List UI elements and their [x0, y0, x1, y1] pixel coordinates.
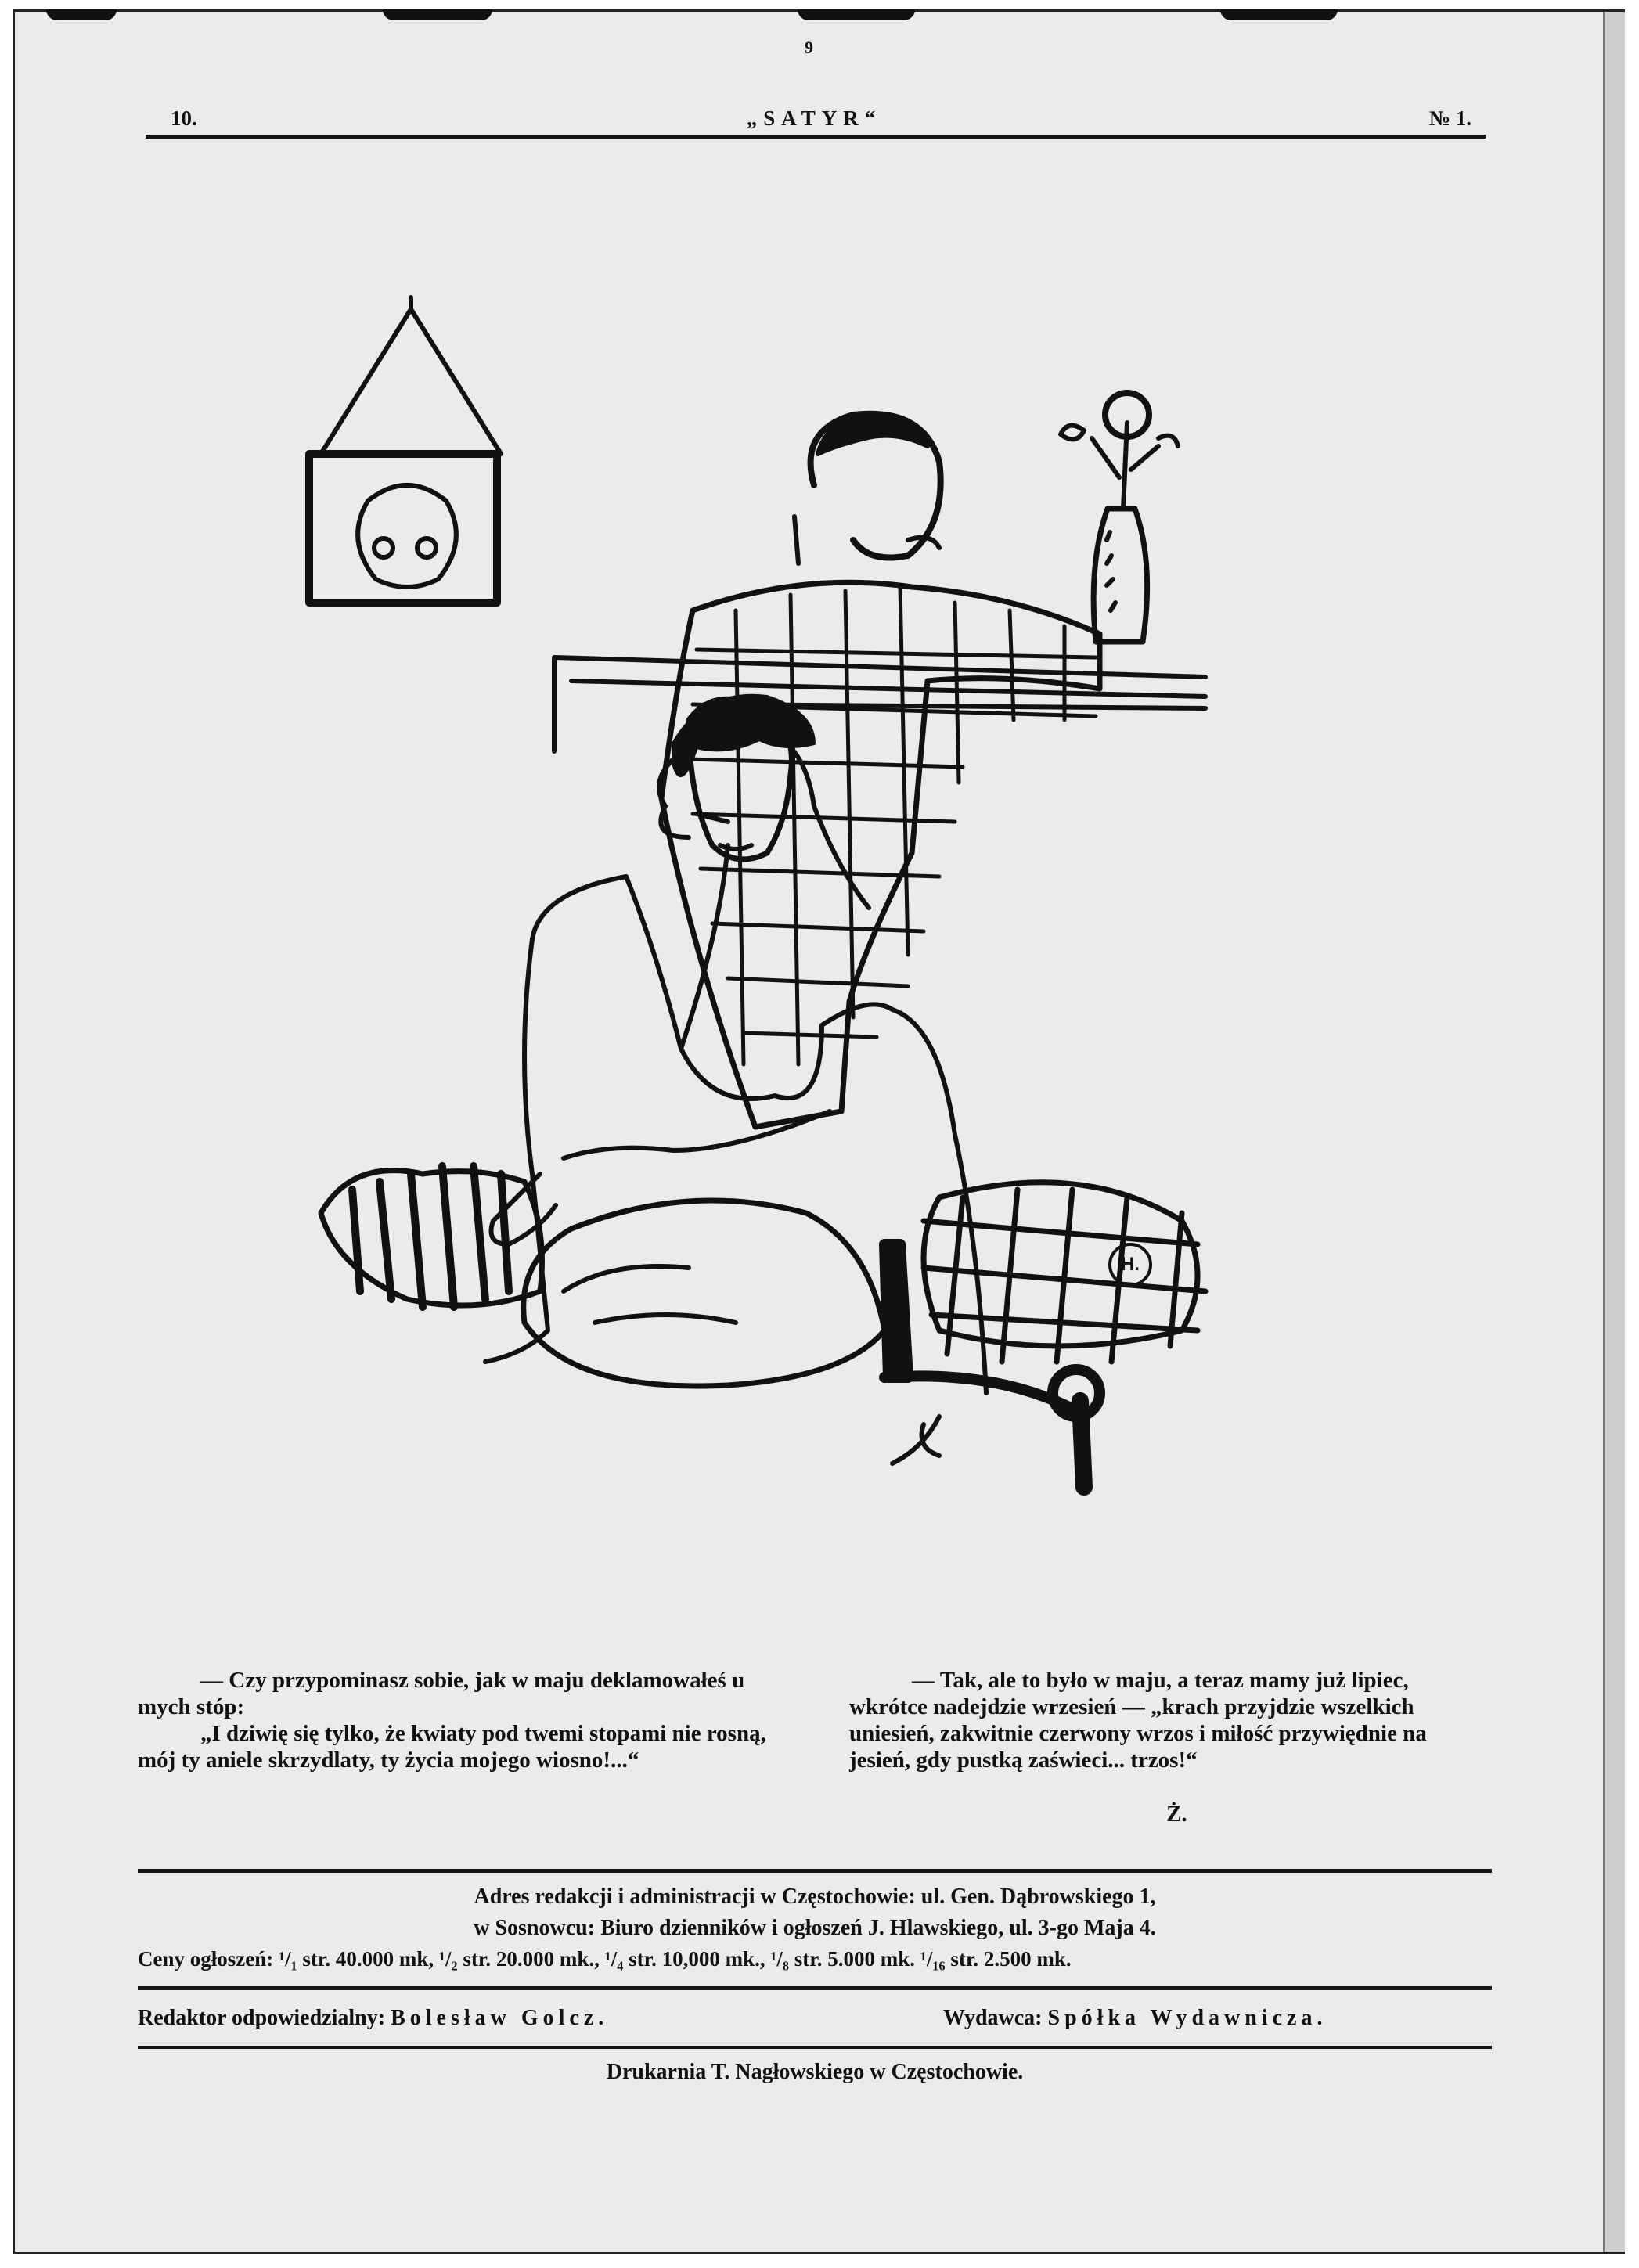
caption-right-text: — Tak, ale to było w maju, a teraz mamy już lipiec, wkrótce nadejdzie wrzesień — „krach przyjdzie wszelkich uniesień, zakwitnie czerwony wrzos i miłość przywiędnie na jesień, gdy pustką zaświeci... trzos!“	[849, 1668, 1427, 1773]
masthead-title: „SATYR“	[746, 106, 882, 130]
caption-left-second: „I dziwię się tylko, że kwiaty pod twemi stopami nie rosną, mój ty aniele skrzydlaty, ty życia mojego wiosno!...“	[138, 1721, 766, 1773]
editor-line	[138, 2006, 608, 2031]
seated-woman	[485, 696, 986, 1393]
issue-number: № 1.	[1428, 106, 1471, 130]
scan-tab	[46, 9, 117, 20]
checked-cushion	[924, 1183, 1205, 1362]
scan-tab	[1220, 9, 1338, 20]
printer-line: Drukarnia T. Nagłowskiego w Częstochowie.	[606, 2060, 1024, 2084]
address-line-2: w Sosnowcu: Biuro dzienników i ogłoszeń J. Hlawskiego, ul. 3-go Maja 4.	[474, 1916, 1156, 1940]
caption-left-first: — Czy przypominasz sobie, jak w maju deklamowałeś u mych stóp:	[138, 1668, 745, 1719]
page-mark: 9	[805, 38, 813, 57]
address-line-1: Adres redakcji i administracji w Częstochowie: ul. Gen. Dąbrowskiego 1,	[474, 1885, 1156, 1909]
footer-rule-mid	[138, 1986, 1492, 1990]
footer-rule-bottom	[138, 2046, 1492, 2049]
standing-man	[661, 414, 1100, 1127]
scan-tab	[383, 9, 492, 20]
caption-right	[849, 1667, 1487, 1773]
page-number: 10.	[171, 106, 197, 130]
page-edge	[1603, 12, 1625, 2252]
framed-picture-icon	[309, 297, 501, 603]
ad-prices: Ceny ogłoszeń: ¹/₁ str. 40.000 mk, ¹/₂ str. 20.000 mk., ¹/₄ str. 10,000 mk., ¹/₈ str. 5.000 mk. ¹/₁₆ str. 2.500 mk.	[138, 1947, 1072, 1971]
publisher-label: Wydawca:	[943, 2006, 1043, 2030]
page-header	[133, 106, 1495, 138]
publisher-line	[943, 2006, 1327, 2031]
header-rule	[146, 135, 1486, 139]
cartoon-illustration	[235, 282, 1252, 1612]
artist-monogram	[1108, 1243, 1152, 1287]
striped-cushion	[321, 1166, 542, 1307]
editor-name: Bolesław Golcz.	[391, 2006, 609, 2030]
caption-signature: Ż.	[1166, 1802, 1187, 1827]
footer-rule-top	[138, 1869, 1492, 1873]
publisher-name: Spółka Wydawnicza.	[1047, 2006, 1327, 2030]
monogram-text: H.	[1121, 1254, 1140, 1275]
editor-label: Redaktor odpowiedzialny:	[138, 2006, 386, 2030]
caption-left	[138, 1667, 776, 1773]
flower-vase-icon	[1061, 393, 1178, 642]
scan-tab	[798, 9, 915, 20]
